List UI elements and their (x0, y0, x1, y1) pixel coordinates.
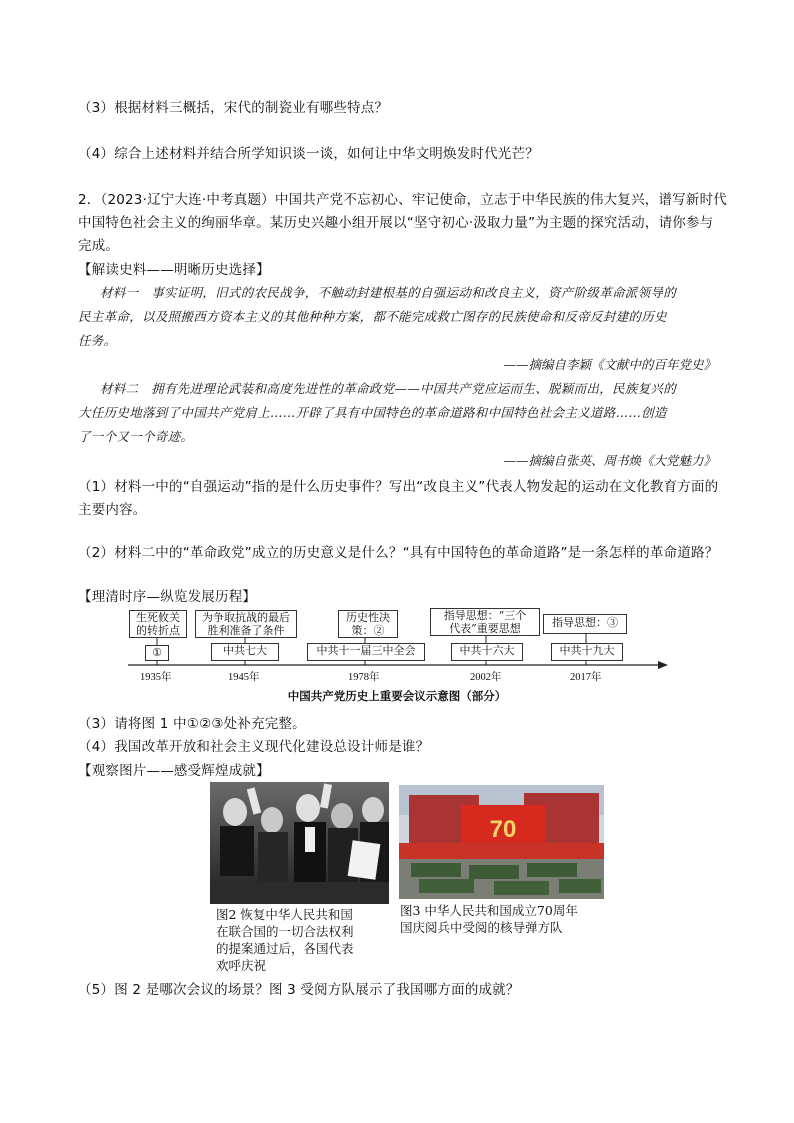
timeline-bottom-box-1: ① (145, 645, 169, 661)
timeline-year-5: 2017年 (570, 672, 602, 683)
figure3-banner-text: 70 (489, 816, 517, 843)
material2-line2: 大任历史地落到了中国共产党肩上……开辟了具有中国特色的革命道路和中国特色社会主义道路……创造 (78, 405, 667, 420)
timeline-top-box-5: 指导思想：③ (543, 614, 627, 634)
figure2-caption: 图2 恢复中华人民共和国 在联合国的一切合法权利 的提案通过后，各国代表 欢呼庆祝 (216, 907, 354, 973)
section-heading-pictures: 【观察图片——感受辉煌成就】 (78, 763, 270, 779)
timeline-bottom-box-3: 中共十一届三中全会 (307, 643, 425, 661)
timeline-bottom-box-2: 中共七大 (211, 643, 279, 661)
timeline-top-box-3: 历史性决 策：② (338, 610, 398, 638)
material1-line1: 材料一 事实证明，旧式的农民战争，不触动封建根基的自强运动和改良主义，资产阶级革命派领导的 (100, 285, 677, 300)
q1-subquestion-4: （4）综合上述材料并结合所学知识谈一谈，如何让中华文明焕发时代光芒？ (78, 146, 539, 162)
timeline-top-box-1: 生死攸关 的转折点 (129, 610, 187, 638)
timeline-top-box-2: 为争取抗战的最后 胜利准备了条件 (195, 610, 297, 638)
section-heading-read-materials: 【解读史料——明晰历史选择】 (78, 262, 270, 278)
q2-subquestion-5: （5）图 2 是哪次会议的场景？图 3 受阅方队展示了我国哪方面的成就？ (78, 982, 520, 998)
q2-subquestion-2: （2）材料二中的“革命政党”成立的历史意义是什么？“具有中国特色的革命道路”是一条怎样的革命道路？ (78, 545, 719, 561)
q2-subquestion-4: （4）我国改革开放和社会主义现代化建设总设计师是谁？ (78, 739, 430, 755)
q2-subquestion-1-line1: （1）材料一中的“自强运动”指的是什么历史事件？写出“改良主义”代表人物发起的运动在文化教育方面的 (78, 479, 719, 495)
figure2-un-celebration-photo (210, 782, 389, 904)
material1-line3: 任务。 (78, 333, 117, 348)
figure3-caption: 图3 中华人民共和国成立70周年 国庆阅兵中受阅的核导弹方队 (400, 903, 578, 935)
q2-subquestion-1-line2: 主要内容。 (78, 502, 147, 518)
q2-intro-line1: 2．（2023·辽宁大连·中考真题）中国共产党不忘初心、牢记使命，立志于中华民族的伟大复兴，谱写新时代 (78, 192, 727, 208)
q1-subquestion-3: （3）根据材料三概括，宋代的制瓷业有哪些特点？ (78, 100, 389, 116)
timeline-bottom-box-4: 中共十六大 (451, 643, 523, 661)
material1-line2: 民主革命，以及照搬西方资本主义的其他种种方案，都不能完成救亡图存的民族使命和反帝反封建的历史 (78, 309, 667, 324)
timeline-year-1: 1935年 (140, 672, 172, 683)
material2-source: ——摘编自张英、周书焕《大党魅力》 (503, 453, 716, 468)
timeline-year-4: 2002年 (470, 672, 502, 683)
material1-source: ——摘编自李颖《文献中的百年党史》 (503, 357, 716, 372)
material2-line3: 了一个又一个奇迹。 (78, 429, 194, 444)
figure3-parade-photo (399, 785, 604, 899)
timeline-year-3: 1978年 (348, 672, 380, 683)
q2-intro-line2: 中国特色社会主义的绚丽华章。某历史兴趣小组开展以“坚守初心·汲取力量”为主题的探究活动，请你参与 (78, 215, 714, 231)
section-heading-timeline: 【理清时序—纵览发展历程】 (78, 589, 257, 605)
timeline-caption: 中国共产党历史上重要会议示意图（部分） (287, 689, 507, 703)
material2-line1: 材料二 拥有先进理论武装和高度先进性的革命政党——中国共产党应运而生、脱颖而出，民族复兴的 (100, 381, 677, 396)
timeline-bottom-box-5: 中共十九大 (551, 643, 623, 661)
q2-subquestion-3: （3）请将图 1 中①②③处补充完整。 (78, 716, 306, 732)
timeline-year-2: 1945年 (228, 672, 260, 683)
timeline-top-box-4: 指导思想：“三个 代表”重要思想 (430, 608, 540, 636)
q2-intro-line3: 完成。 (78, 238, 120, 254)
